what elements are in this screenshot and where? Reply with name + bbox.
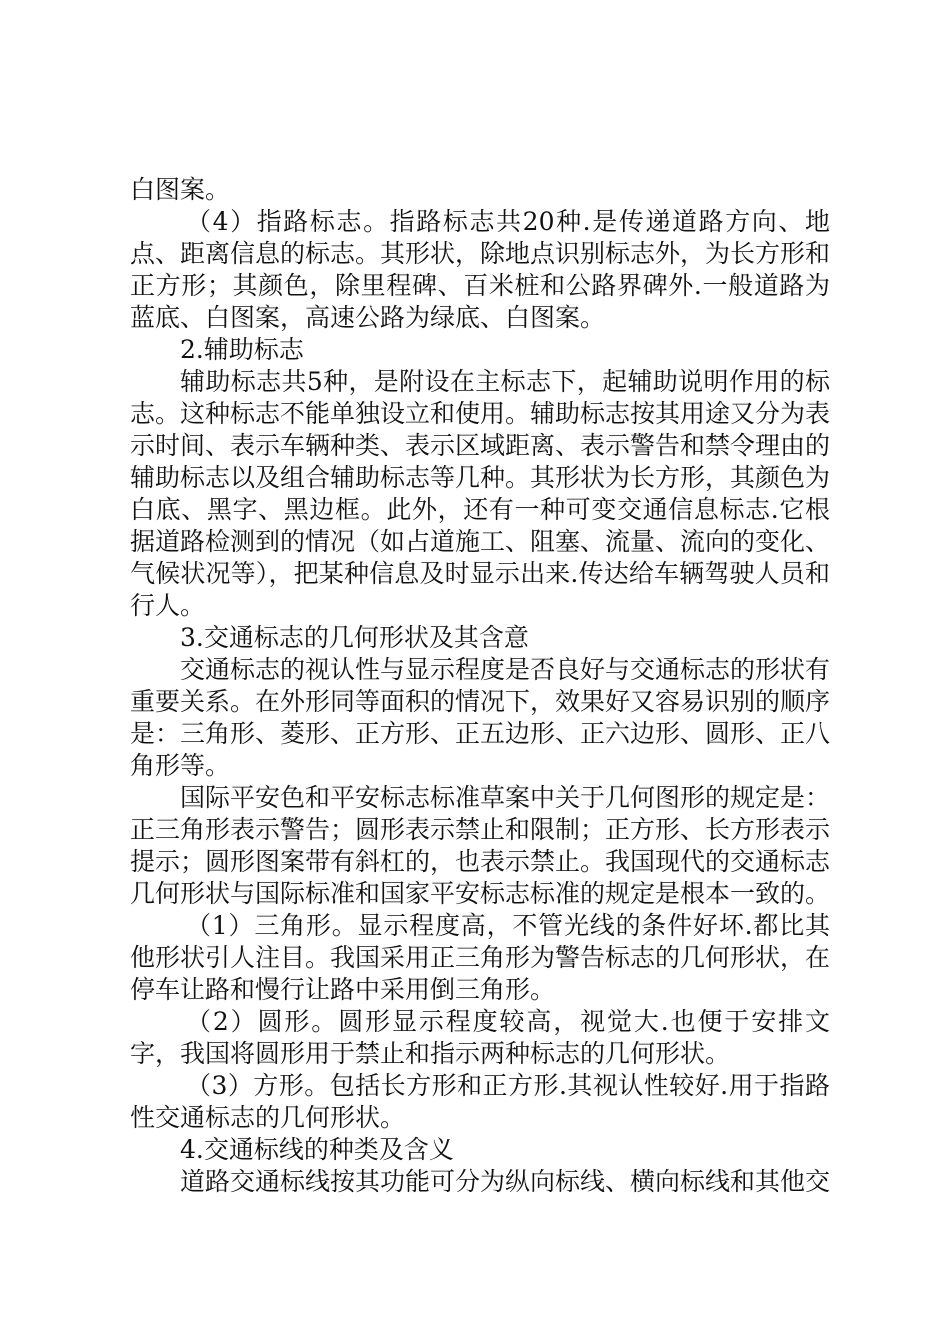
heading-auxiliary-signs: 2.辅助标志	[180, 335, 304, 364]
heading-road-markings: 4.交通标线的种类及含义	[180, 1135, 454, 1164]
paragraph-continuation: 白图案。	[130, 175, 231, 204]
paragraph-guide-signs: （4）指路标志。指路标志共20种.是传递道路方向、地点、距离信息的标志。其形状，除地点识别标志外，为长方形和正方形；其颜色，除里程碑、百米桩和公路界碑外.一般道路为蓝底、白图案，高速公路为绿底、白图案。	[130, 207, 831, 332]
paragraph-circle: （2）圆形。圆形显示程度较高，视觉大.也便于安排文字，我国将圆形用于禁止和指示两种标志的几何形状。	[130, 1007, 830, 1068]
paragraph-auxiliary-signs: 辅助标志共5种，是附设在主标志下，起辅助说明作用的标志。这种标志不能单独设立和使用。辅助标志按其用途又分为表示时间、表示车辆种类、表示区域距离、表示警告和禁令理由的辅助标志以及组合辅助标志等几种。其形状为长方形，其颜色为白底、黑字、黑边框。此外，还有一种可变交通信息标志.它根据道路检测到的情况（如占道施工、阻塞、流量、流向的变化、气候状况等），把某种信息及时显示出来.传达给车辆驾驶人员和行人。	[130, 367, 831, 620]
paragraph-triangle: （1）三角形。显示程度高，不管光线的条件好坏.都比其他形状引人注目。我国采用正三角形为警告标志的几何形状，在停车让路和慢行让路中采用倒三角形。	[130, 911, 831, 1004]
paragraph-square: （3）方形。包括长方形和正方形.其视认性较好.用于指路性交通标志的几何形状。	[130, 1071, 830, 1132]
paragraph-road-markings: 道路交通标线按其功能可分为纵向标线、横向标线和其他交	[180, 1167, 831, 1196]
paragraph-visibility: 交通标志的视认性与显示程度是否良好与交通标志的形状有重要关系。在外形同等面积的情况下，效果好又容易识别的顺序是：三角形、菱形、正方形、正五边形、正六边形、圆形、正八角形等。	[130, 655, 831, 780]
heading-sign-shapes: 3.交通标志的几何形状及其含意	[180, 623, 529, 652]
paragraph-international-standard: 国际平安色和平安标志标准草案中关于几何图形的规定是：正三角形表示警告；圆形表示禁止和限制；正方形、长方形表示提示；圆形图案带有斜杠的，也表示禁止。我国现代的交通标志几何形状与国际标准和国家平安标志标准的规定是根本一致的。	[130, 783, 831, 908]
document-body	[130, 174, 830, 1198]
